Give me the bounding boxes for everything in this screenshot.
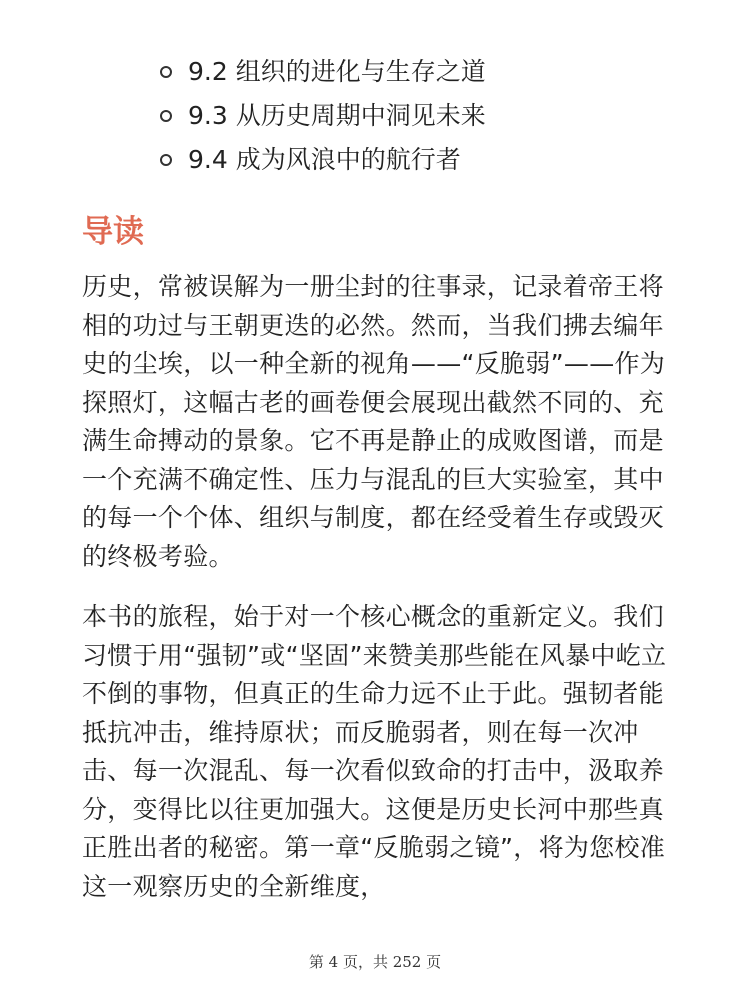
toc-item-label: 9.3 从历史周期中洞见未来 [188, 101, 486, 130]
toc-item[interactable] [160, 138, 720, 182]
table-of-contents [160, 50, 720, 182]
hollow-circle-bullet-icon [160, 110, 172, 122]
page-number-footer: 第 4 页，共 252 页 [308, 953, 442, 971]
body-paragraph: 历史，常被误解为一册尘封的往事录，记录着帝王将相的功过与王朝更迭的必然。然而，当我们拂去编年史的尘埃，以一种全新的视角——“反脆弱”——作为探照灯，这幅古老的画卷便会展现出截然不同的、充满生命搏动的景象。它不再是静止的成败图谱，而是一个充满不确定性、压力与混乱的巨大实验室，其中的每一个个体、组织与制度，都在经受着生存或毁灭的终极考验。 [82, 272, 666, 571]
toc-item[interactable] [160, 94, 720, 138]
hollow-circle-bullet-icon [160, 66, 172, 78]
toc-item-label: 9.4 成为风浪中的航行者 [188, 145, 461, 174]
hollow-circle-bullet-icon [160, 154, 172, 166]
toc-item-label: 9.2 组织的进化与生存之道 [188, 57, 486, 86]
section-heading: 导读 [82, 214, 144, 250]
body-paragraph: 本书的旅程，始于对一个核心概念的重新定义。我们习惯于用“强韧”或“坚固”来赞美那些能在风暴中屹立不倒的事物，但真正的生命力远不止于此。强韧者能抵抗冲击，维持原状；而反脆弱者，则在每一次冲击、每一次混乱、每一次看似致命的打击中，汲取养分，变得比以往更加强大。这便是历史长河中那些真正胜出者的秘密。第一章“反脆弱之镜”，将为您校准这一观察历史的全新维度， [82, 602, 667, 901]
toc-item[interactable] [160, 50, 720, 94]
